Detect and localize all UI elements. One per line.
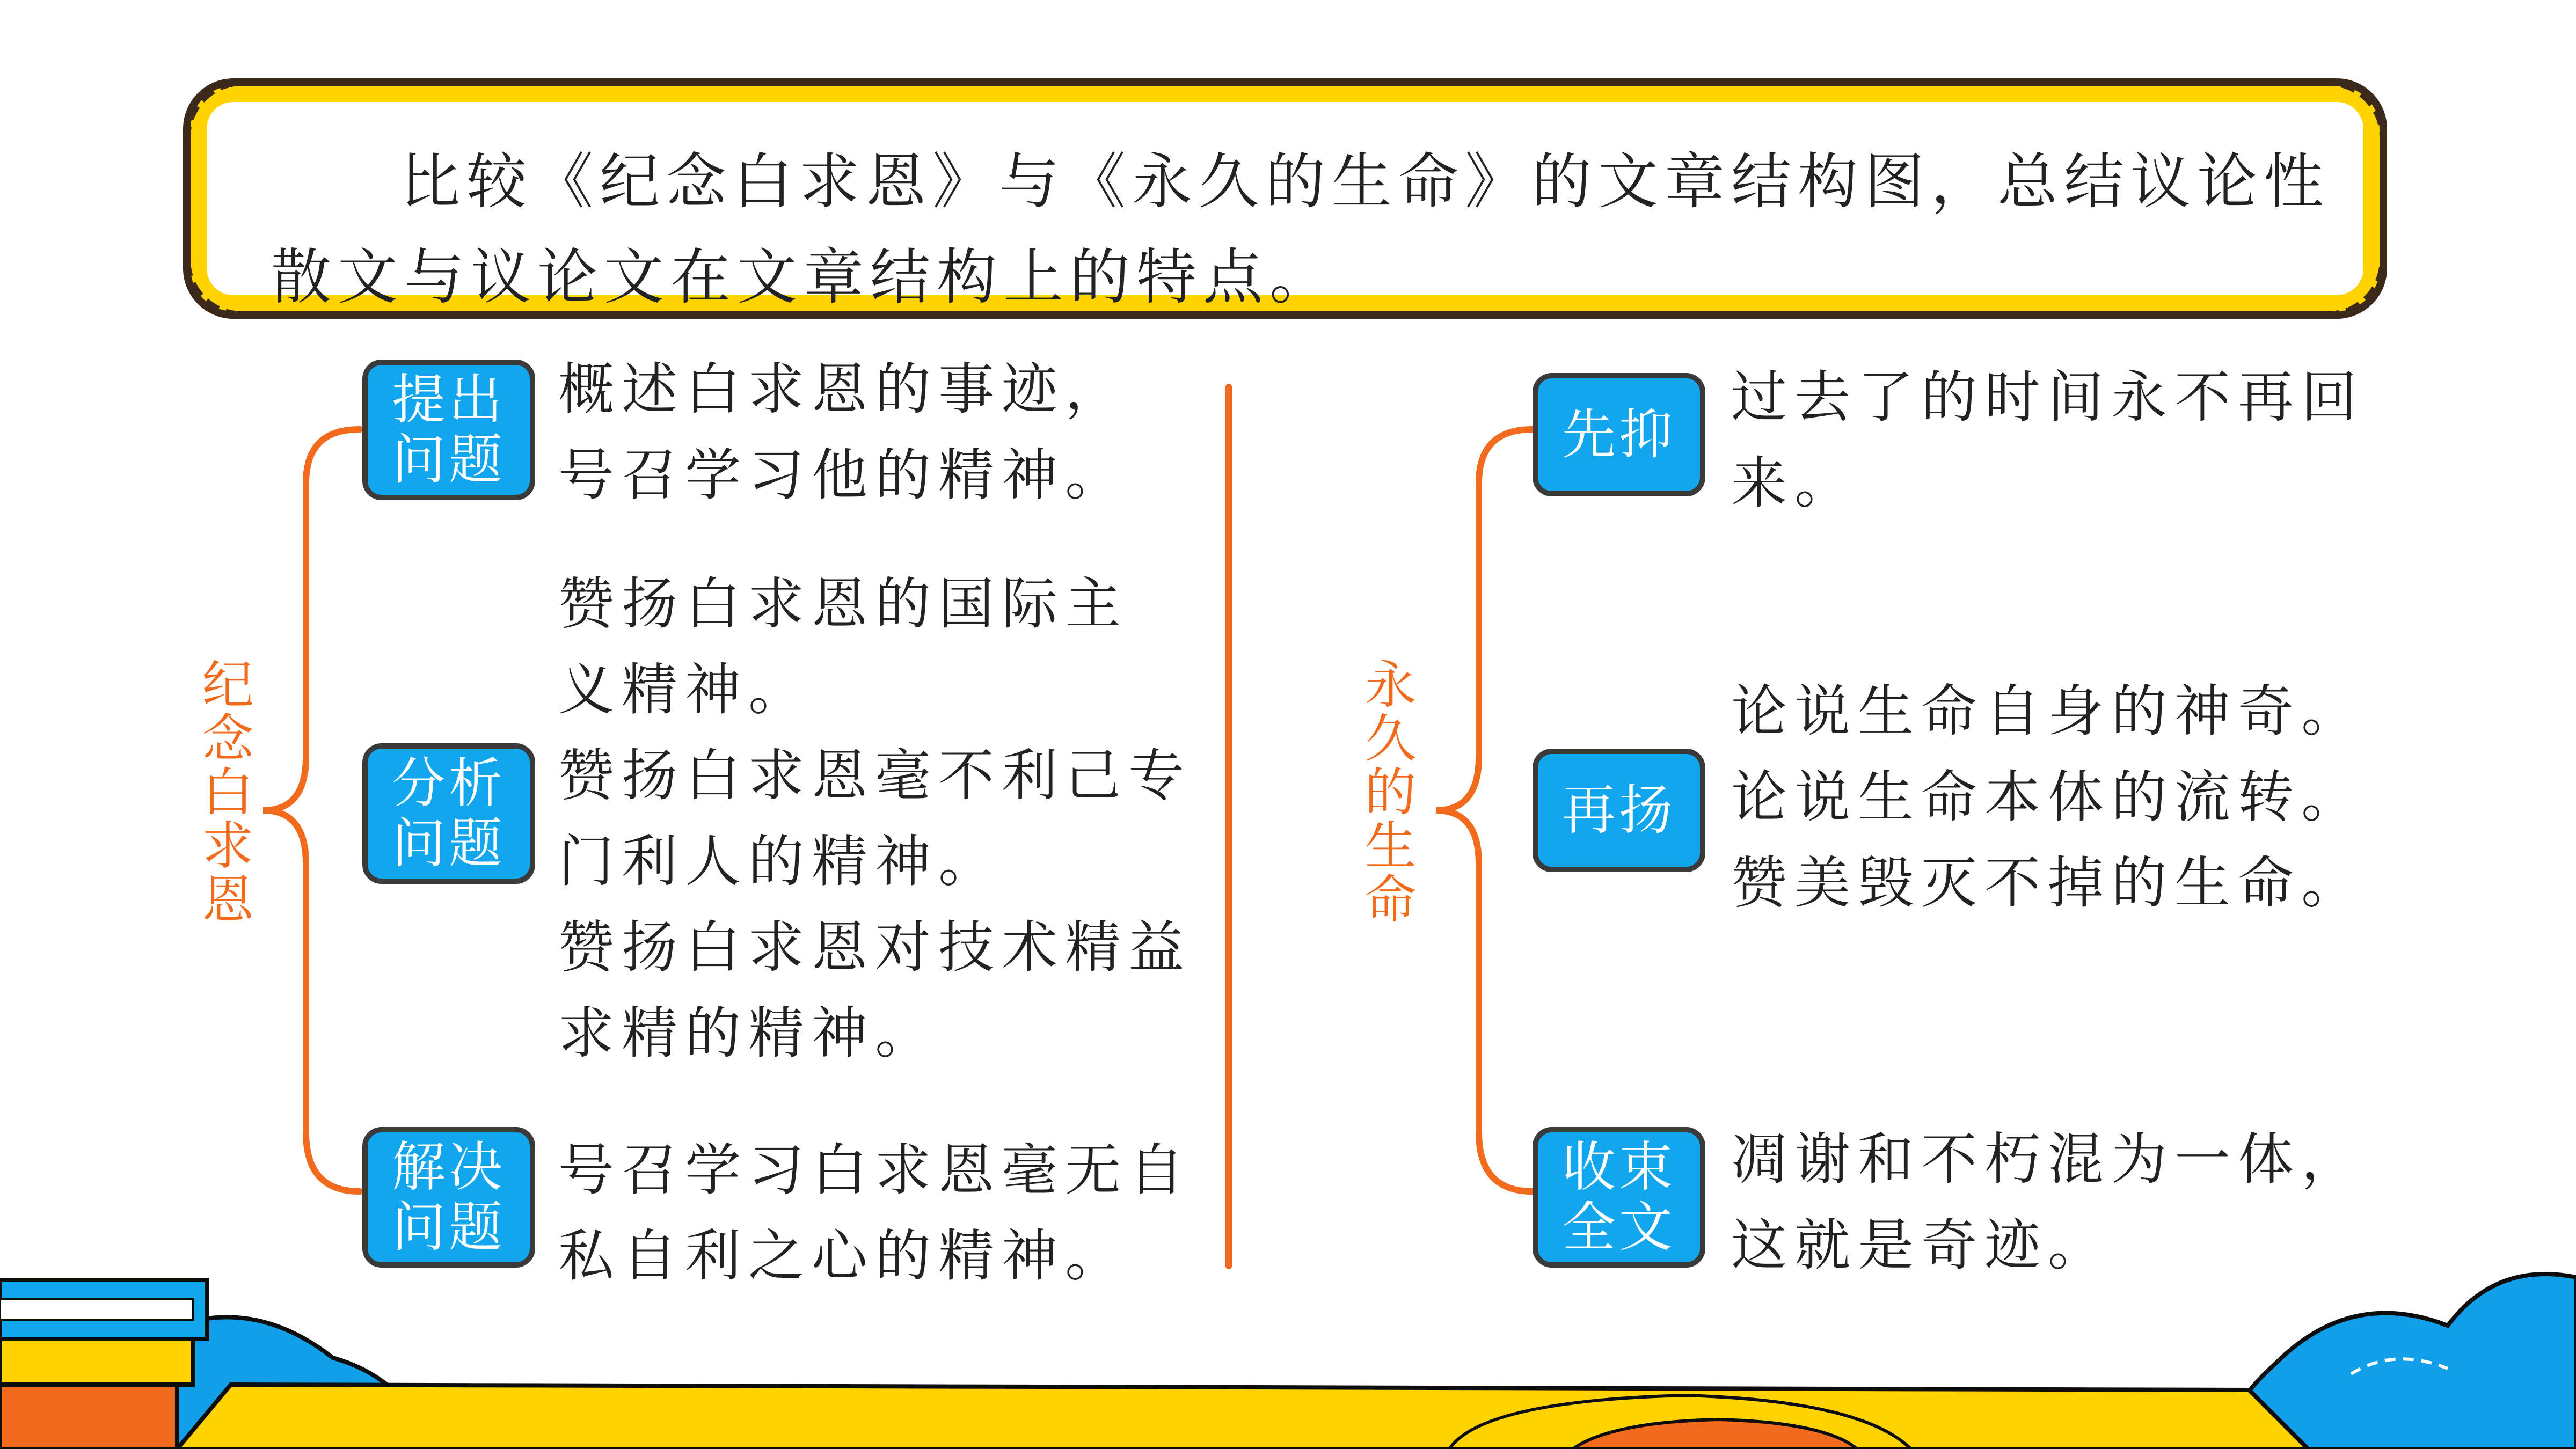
left-brace xyxy=(263,429,360,1191)
right-title: 永久的生命 xyxy=(1356,657,1417,926)
desc-left-2: 赞扬白求恩的国际主 义精神。 赞扬白求恩毫不利己专 门利人的精神。 赞扬白求恩对技术精益 求精的精神。 xyxy=(558,571,1192,1066)
book-top-pages xyxy=(0,1299,193,1320)
tag-left-3: 解决问题 xyxy=(362,1127,535,1268)
center-divider xyxy=(1225,384,1232,1269)
tag-left-2: 分析问题 xyxy=(362,743,535,884)
desc-left-3: 号召学习白求恩毫无自 私自利之心的精神。 xyxy=(558,1137,1192,1289)
left-title: 纪念白求恩 xyxy=(194,657,254,926)
desk xyxy=(177,1385,2308,1449)
instruction-text: 比较《纪念白求恩》与《永久的生命》的文章结构图，总结议论性散文与议论文在文章结构上的特点。 xyxy=(271,147,2330,312)
desc-left-1: 概述白求恩的事迹， 号召学习他的精神。 xyxy=(558,356,1129,508)
right-brace xyxy=(1436,429,1533,1191)
bottom-decoration xyxy=(0,1267,2576,1449)
desc-right-1: 过去了的时间永不再回 来。 xyxy=(1731,364,2365,516)
desc-right-2: 论说生命自身的神奇。 论说生命本体的流转。 赞美毁灭不掉的生命。 xyxy=(1731,678,2365,916)
tag-left-1: 提出问题 xyxy=(362,360,535,500)
tag-right-3: 收束全文 xyxy=(1533,1127,1705,1268)
desc-right-3: 凋谢和不朽混为一体， 这就是奇迹。 xyxy=(1731,1126,2365,1278)
tag-right-2: 再扬 xyxy=(1533,749,1705,872)
tag-right-1: 先抑 xyxy=(1533,373,1705,496)
